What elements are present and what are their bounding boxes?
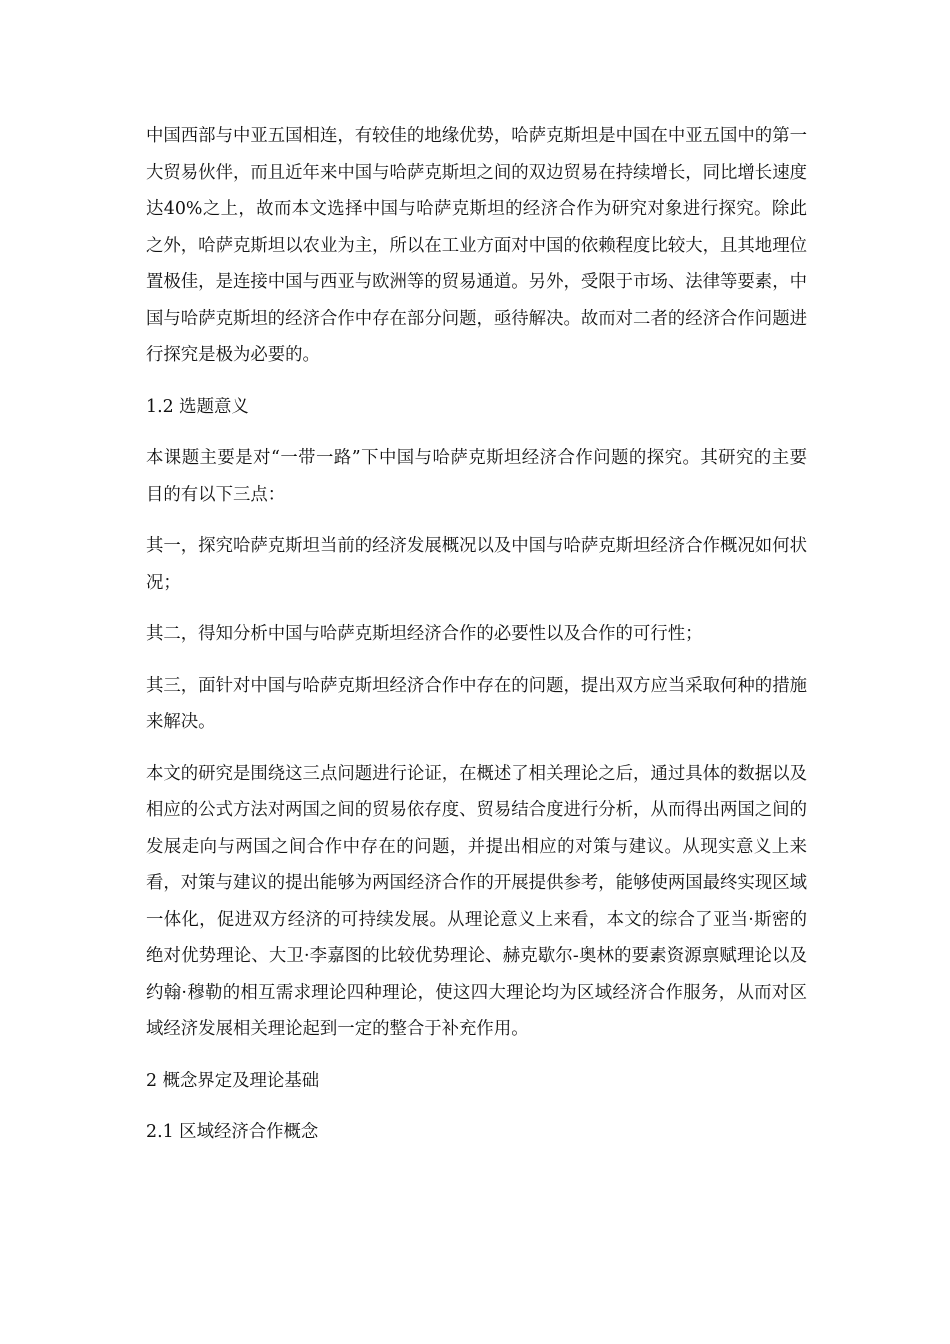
paragraph-significance: 本文的研究是围绕这三点问题进行论证，在概述了相关理论之后，通过具体的数据以及相应的公式方法对两国之间的贸易依存度、贸易结合度进行分析，从而得出两国之间的发展走向与两国之间合作中存在的问题，并提出相应的对策与建议。从现实意义上来看，对策与建议的提出能够为两国经济合作的开展提供参考，能够使两国最终实现区域一体化，促进双方经济的可持续发展。从理论意义上来看，本文的综合了亚当·斯密的绝对优势理论、大卫·李嘉图的比较优势理论、赫克歇尔-奥林的要素资源禀赋理论以及约翰·穆勒的相互需求理论四种理论，使这四大理论均为区域经济合作服务，从而对区域经济发展相关理论起到一定的整合于补充作用。 xyxy=(146,763,807,1039)
paragraph-background: 中国西部与中亚五国相连，有较佳的地缘优势，哈萨克斯坦是中国在中亚五国中的第一大贸易伙伴，而且近年来中国与哈萨克斯坦之间的双边贸易在持续增长，同比增长速度达40%之上，故而本文选择中国与哈萨克斯坦的经济合作为研究对象进行探究。除此之外，哈萨克斯坦以农业为主，所以在工业方面对中国的依赖程度比较大，且其地理位置极佳，是连接中国与西亚与欧洲等的贸易通道。另外，受限于市场、法律等要素，中国与哈萨克斯坦的经济合作中存在部分问题，亟待解决。故而对二者的经济合作问题进行探究是极为必要的。 xyxy=(146,126,807,365)
section-heading-2-1: 2.1 区域经济合作概念 xyxy=(146,1122,319,1142)
paragraph-purpose-third: 其三，面针对中国与哈萨克斯坦经济合作中存在的问题，提出双方应当采取何种的措施来解决。 xyxy=(146,675,807,732)
paragraph-purpose-first: 其一，探究哈萨克斯坦当前的经济发展概况以及中国与哈萨克斯坦经济合作概况如何状况； xyxy=(146,536,807,593)
chapter-heading-2: 2 概念界定及理论基础 xyxy=(146,1070,320,1091)
section-heading-1-2: 1.2 选题意义 xyxy=(146,396,249,417)
paragraph-purpose-second: 其二，得知分析中国与哈萨克斯坦经济合作的必要性以及合作的可行性； xyxy=(146,624,703,644)
paragraph-purpose-intro: 本课题主要是对“一带一路”下中国与哈萨克斯坦经济合作问题的探究。其研究的主要目的有以下三点： xyxy=(146,448,807,505)
